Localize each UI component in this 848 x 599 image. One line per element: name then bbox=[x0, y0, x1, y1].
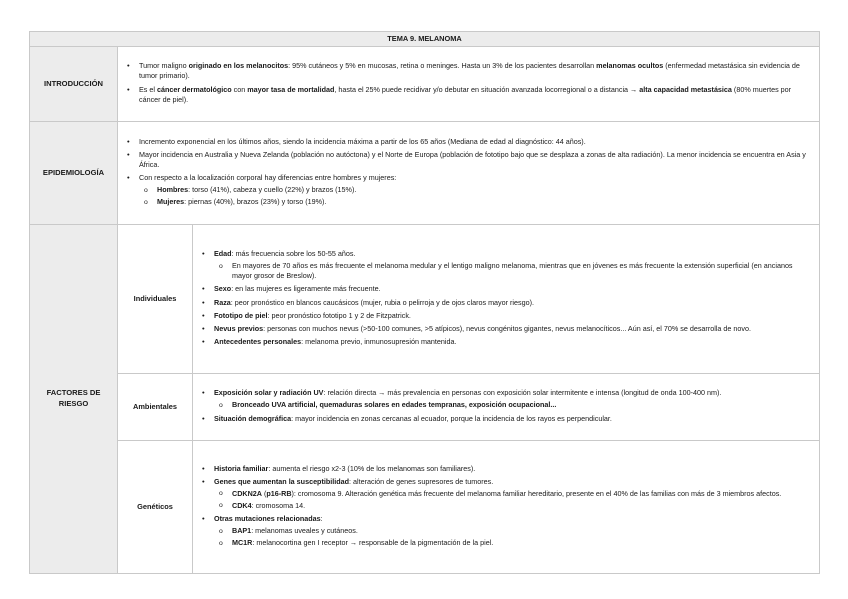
ind-sexo: • Sexo: en las mujeres es ligeramente más frecuente. bbox=[197, 284, 813, 294]
gen-historia: • Historia familiar: aumenta el riesgo x2-3 (10% de los melanomas son familiares). bbox=[197, 464, 813, 474]
geneticos-label: Genéticos bbox=[118, 441, 193, 574]
ambientales-content bbox=[193, 374, 820, 441]
epi-sub-mujeres: o Mujeres: piernas (40%), brazos (23%) y torso (19%). bbox=[122, 197, 813, 207]
gen-cdkn2a: o CDKN2A (p16-RB): cromosoma 9. Alteración genética más frecuente del melanoma familiar hereditario, presente en el 40% de las familias con más de 3 miembros afectos. bbox=[197, 489, 813, 499]
epi-content bbox=[118, 122, 820, 225]
ind-edad-sub: o En mayores de 70 años es más frecuente el melanoma medular y el lentigo maligno melanoma, mientras que en jóvenes es más frecuente la extensión superficial (en ancianos mayor grosor de Breslow). bbox=[197, 261, 813, 281]
intro-row bbox=[30, 47, 820, 122]
intro-bullet-1: • Tumor maligno originado en los melanocitos: 95% cutáneos y 5% en mucosas, retina o meninges. Hasta un 3% de los pacientes desarrollan melanomas ocultos (enfermedad metastásica sin evidencia de tumor primario). bbox=[122, 61, 813, 81]
epi-bullet-1: • Incremento exponencial en los últimos años, siendo la incidencia máxima a partir de los 65 años (Mediana de edad al diagnóstico: 44 años). bbox=[122, 137, 813, 147]
intro-content bbox=[118, 47, 820, 122]
amb-exposicion: • Exposición solar y radiación UV: relación directa → más prevalencia en personas con exposición solar intermitente e intensa (longitud de onda 100-400 nm). o Bronceado UVA artificial, quemaduras solares en edades tempranas, exposición ocupacional... bbox=[197, 388, 813, 410]
ind-fototipo: • Fototipo de piel: peor pronóstico fototipo 1 y 2 de Fitzpatrick. bbox=[197, 311, 813, 321]
amb-situacion: • Situación demográfica: mayor incidencia en zonas cercanas al ecuador, porque la incidencia de los rayos es perpendicular. bbox=[197, 414, 813, 424]
individuales-content bbox=[193, 225, 820, 374]
intro-bullet-2: • Es el cáncer dermatológico con mayor tasa de mortalidad, hasta el 25% puede recidivar y/o debutar en situación avanzada locorregional o a distancia → alta capacidad metastásica (80% muertes por cáncer de piel). bbox=[122, 85, 813, 105]
risk-gen-row bbox=[30, 441, 820, 574]
ind-nevus: • Nevus previos: personas con muchos nevus (>50-100 comunes, >5 atípicos), nevus congénitos gigantes, nevus melanocíticos... Aún así, el 70% se desarrolla de novo. bbox=[197, 324, 813, 334]
risk-amb-row bbox=[30, 374, 820, 441]
epi-bullet-3: • Con respecto a la localización corporal hay diferencias entre hombres y mujeres: o Hombres: torso (41%), cabeza y cuello (22%) y brazos (15%). o Mujeres: piernas (40%), brazos (23%) y torso (19%). bbox=[122, 173, 813, 207]
geneticos-content bbox=[193, 441, 820, 574]
ind-edad: • Edad: más frecuencia sobre los 50-55 años. o En mayores de 70 años es más frecuente el melanoma medular y el lentigo maligno melanoma, mientras que en jóvenes es más frecuente la extensión superficial (en ancianos mayor grosor de Breslow). bbox=[197, 249, 813, 281]
table-title: TEMA 9. MELANOMA bbox=[30, 32, 820, 47]
intro-label: INTRODUCCIÓN bbox=[30, 47, 118, 122]
epi-row bbox=[30, 122, 820, 225]
epi-label: EPIDEMIOLOGÍA bbox=[30, 122, 118, 225]
epi-bullet-2: • Mayor incidencia en Australia y Nueva Zelanda (población no autóctona) y el Norte de Europa (población de fototipo bajo que se desplaza a zonas de alta radiación). La menor incidencia se encuentra en Asia y África. bbox=[122, 150, 813, 170]
risk-ind-row bbox=[30, 225, 820, 374]
ind-antecedentes: • Antecedentes personales: melanoma previo, inmunosupresión mantenida. bbox=[197, 337, 813, 347]
gen-bap1: o BAP1: melanomas uveales y cutáneos. bbox=[197, 526, 813, 536]
individuales-label: Individuales bbox=[118, 225, 193, 374]
gen-mc1r: o MC1R: melanocortina gen I receptor → responsable de la pigmentación de la piel. bbox=[197, 538, 813, 548]
gen-genes: • Genes que aumentan la susceptibilidad: alteración de genes supresores de tumores. o CDKN2A (p16-RB): cromosoma 9. Alteración genética más frecuente del melanoma familiar hereditario, presente en el 40% de las familias con más de 3 miembros afectos. o CDK4: cromosoma 14. bbox=[197, 477, 813, 511]
ind-raza: • Raza: peor pronóstico en blancos caucásicos (mujer, rubia o pelirroja y de ojos claros mayor riesgo). bbox=[197, 298, 813, 308]
gen-cdk4: o CDK4: cromosoma 14. bbox=[197, 501, 813, 511]
amb-exposicion-sub: o Bronceado UVA artificial, quemaduras solares en edades tempranas, exposición ocupacional... bbox=[197, 400, 813, 410]
gen-otras: • Otras mutaciones relacionadas: o BAP1: melanomas uveales y cutáneos. o MC1R: melanocortina gen I receptor → responsable de la pigmentación de la piel. bbox=[197, 514, 813, 548]
epi-sub-hombres: o Hombres: torso (41%), cabeza y cuello (22%) y brazos (15%). bbox=[122, 185, 813, 195]
title-row bbox=[30, 32, 820, 47]
melanoma-table bbox=[29, 31, 820, 574]
ambientales-label: Ambientales bbox=[118, 374, 193, 441]
risk-label: FACTORES DE RIESGO bbox=[30, 225, 118, 574]
